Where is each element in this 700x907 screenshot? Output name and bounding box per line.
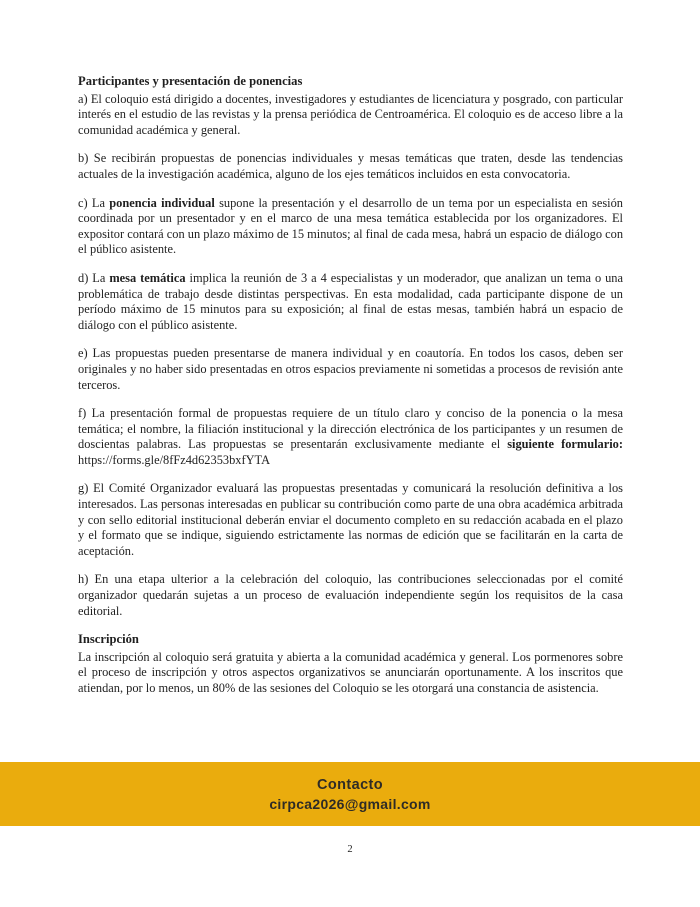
paragraph	[78, 151, 623, 182]
body-text: a) El coloquio está dirigido a docentes, investigadores y estudiantes de licenciatura y posgrado, con particular interés en el estudio de las revistas y la prensa periódica de Centroamérica. El coloquio es de acceso libre a la comunidad académica y general.	[78, 91, 623, 137]
body-text: d) La	[78, 270, 110, 285]
emphasized-text: ponencia individual	[109, 195, 215, 210]
proposal-form-link[interactable]: https://forms.gle/8fFz4d62353bxfYTA	[78, 452, 271, 467]
paragraph	[78, 481, 623, 559]
page-number: 2	[347, 844, 353, 855]
body-text: f) La presentación formal de propuestas requiere de un título claro y conciso de la ponencia o la mesa temática; el nombre, la filiación institucional y la dirección electrónica de los participantes y un resumen de doscientas palabras. Las propuestas se presentarán exclusivamente mediante el	[78, 406, 623, 452]
paragraph	[78, 92, 623, 139]
paragraph	[78, 346, 623, 393]
body-text: implica la reunión de 3 a 4 especialistas y un moderador, que analizan un tema o una problemática de trabajo desde distintas perspectivas. En esta modalidad, cada participante dispone de un período máximo de 15 minutos para su exposición; al final de estas mesas, también habrá un espacio de diálogo con el público asistente.	[78, 270, 624, 332]
body-text: supone la presentación y el desarrollo de un tema por un especialista en sesión coordinada por un presentador y en el marco de una mesa temática establecida por los organizadores. El expositor contará con un plazo máximo de 15 minutos; al final de cada mesa, habrá un espacio de diálogo con el público asistente.	[78, 195, 624, 257]
body-text: e) Las propuestas pueden presentarse de manera individual y en coautoría. En todos los casos, deben ser originales y no haber sido presentadas en otros espacios previamente ni sometidas a procesos de revisión ante terceros.	[78, 346, 623, 392]
paragraph	[78, 271, 623, 333]
paragraph	[78, 196, 623, 258]
contact-banner	[0, 762, 700, 826]
body-text: g) El Comité Organizador evaluará las propuestas presentadas y comunicará la resolución definitiva a los interesados. Las personas interesadas en publicar su contribución como parte de una obra académica arbitrada y con sello editorial institucional deberán enviar el documento completo en su redacción acabada en el plazo y el formato que se indique, siguiendo estrictamente las normas de edición que se facilitarán en la carta de aceptación.	[78, 481, 623, 558]
paragraph	[78, 650, 623, 697]
body-text: La inscripción al coloquio será gratuita y abierta a la comunidad académica y general. Los pormenores sobre el proceso de inscripción y otros aspectos organizativos se anunciarán oportunamente. A los inscritos que atiendan, por lo menos, un 80% de las sesiones del Coloquio se les otorgará una constancia de asistencia.	[78, 649, 623, 695]
contact-email[interactable]: cirpca2026@gmail.com	[269, 795, 431, 812]
body-text: b) Se recibirán propuestas de ponencias individuales y mesas temáticas que traten, desde las tendencias actuales de la investigación académica, alguno de los ejes temáticos incluidos en esta convocatoria.	[78, 151, 623, 181]
emphasized-text: mesa temática	[109, 270, 186, 285]
section-heading: Inscripción	[78, 632, 139, 647]
section-heading: Participantes y presentación de ponencias	[78, 74, 303, 88]
body-text: c) La	[78, 195, 110, 210]
document-body	[78, 74, 623, 710]
contact-heading: Contacto	[316, 776, 384, 793]
paragraph	[78, 572, 623, 619]
emphasized-text: siguiente formulario:	[507, 437, 624, 452]
body-text: h) En una etapa ulterior a la celebración del coloquio, las contribuciones seleccionadas por el comité organizador quedarán sujetas a un proceso de evaluación independiente según los requisitos de la casa editorial.	[78, 572, 623, 618]
paragraph	[78, 406, 623, 468]
